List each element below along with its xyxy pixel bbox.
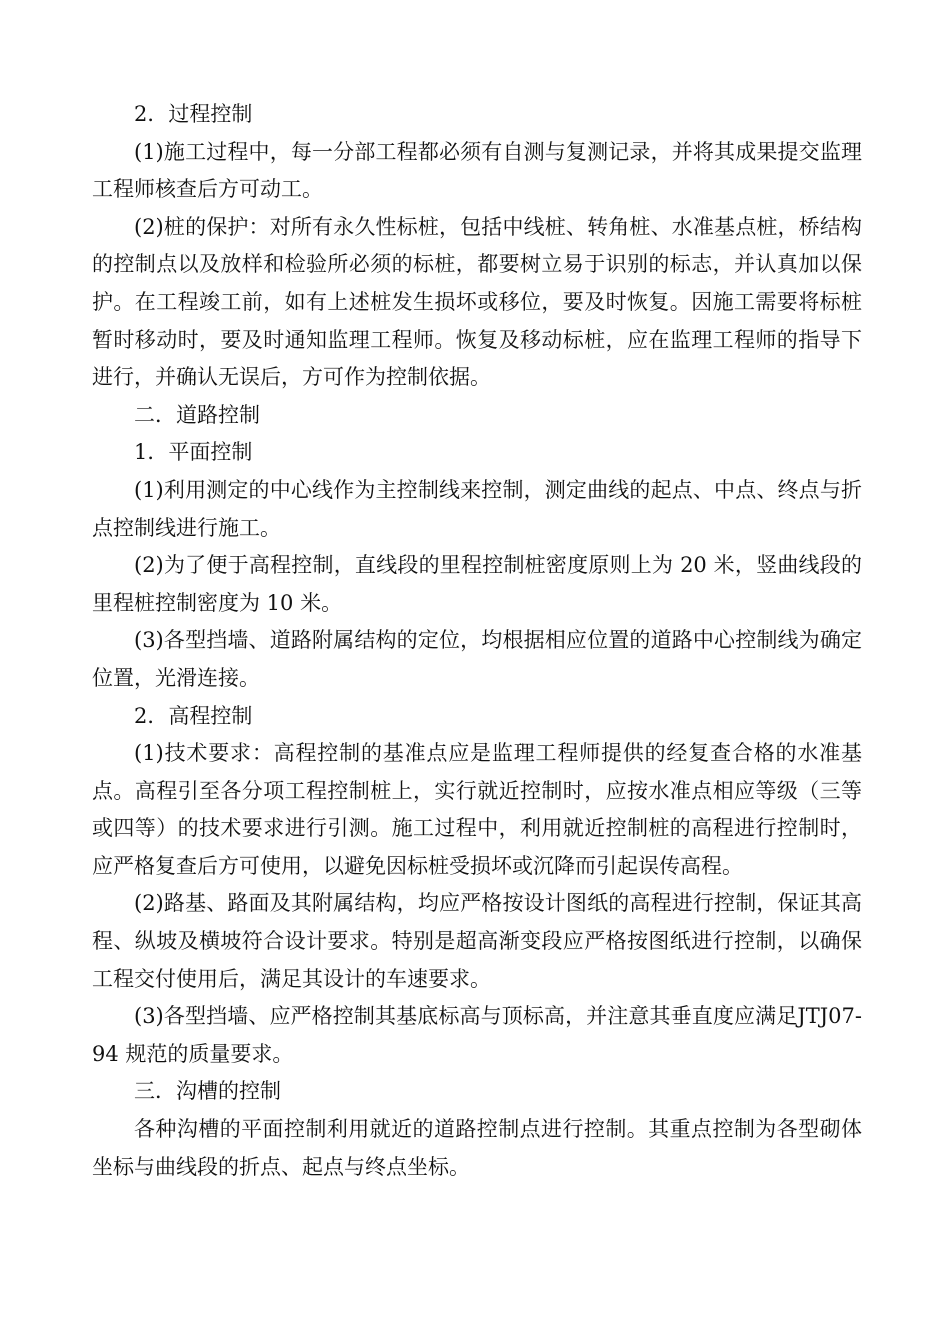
section-heading-plane-control: 1．平面控制: [134, 440, 253, 465]
paragraph-pile-density: (2)为了便于高程控制，直线段的里程控制桩密度原则上为 20 米，竖曲线段的里程桩控制密度为 10 米。: [92, 553, 862, 615]
paragraph-retaining-wall-position: (3)各型挡墙、道路附属结构的定位，均根据相应位置的道路中心控制线为确定位置，光滑连接。: [92, 628, 862, 690]
paragraph-technical-requirements: (1)技术要求：高程控制的基准点应是监理工程师提供的经复查合格的水准基点。高程引至各分项工程控制桩上，实行就近控制时，应按水准点相应等级（三等或四等）的技术要求进行引测。施工过程中，利用就近控制桩的高程进行控制时，应严格复查后方可使用，以避免因标桩受损坏或沉降而引起误传高程。: [92, 741, 862, 878]
section-heading-trench-control: 三．沟槽的控制: [134, 1079, 281, 1104]
paragraph-trench-plane-control: 各种沟槽的平面控制利用就近的道路控制点进行控制。其重点控制为各型砌体坐标与曲线段的折点、起点与终点坐标。: [92, 1117, 862, 1179]
paragraph-self-test: (1)施工过程中，每一分部工程都必须有自测与复测记录，并将其成果提交监理工程师核查后方可动工。: [92, 139, 862, 202]
section-heading-elevation-control: 2．高程控制: [134, 703, 253, 728]
section-heading-road-control: 二．道路控制: [134, 402, 260, 427]
paragraph-retaining-wall-elevation: (3)各型挡墙、应严格控制其基底标高与顶标高，并注意其垂直度应满足JTJ07-94 规范的质量要求。: [92, 1004, 862, 1066]
section-heading-process-control: 2．过程控制: [134, 102, 253, 126]
paragraph-pile-protection: (2)桩的保护：对所有永久性标桩，包括中线桩、转角桩、水准基点桩，桥结构的控制点以及放样和检验所必须的标桩，都要树立易于识别的标志，并认真加以保护。在工程竣工前，如有上述桩发生损坏或移位，要及时恢复。因施工需要将标桩暂时移动时，要及时通知监理工程师。恢复及移动标桩，应在监理工程师的指导下进行，并确认无误后，方可作为控制依据。: [92, 214, 862, 390]
paragraph-centerline: (1)利用测定的中心线作为主控制线来控制，测定曲线的起点、中点、终点与折点控制线进行施工。: [92, 477, 862, 540]
paragraph-subgrade-elevation: (2)路基、路面及其附属结构，均应严格按设计图纸的高程进行控制，保证其高程、纵坡及横坡符合设计要求。特别是超高渐变段应严格按图纸进行控制，以确保工程交付使用后，满足其设计的车速要求。: [92, 891, 862, 991]
document-page: [92, 96, 862, 1186]
